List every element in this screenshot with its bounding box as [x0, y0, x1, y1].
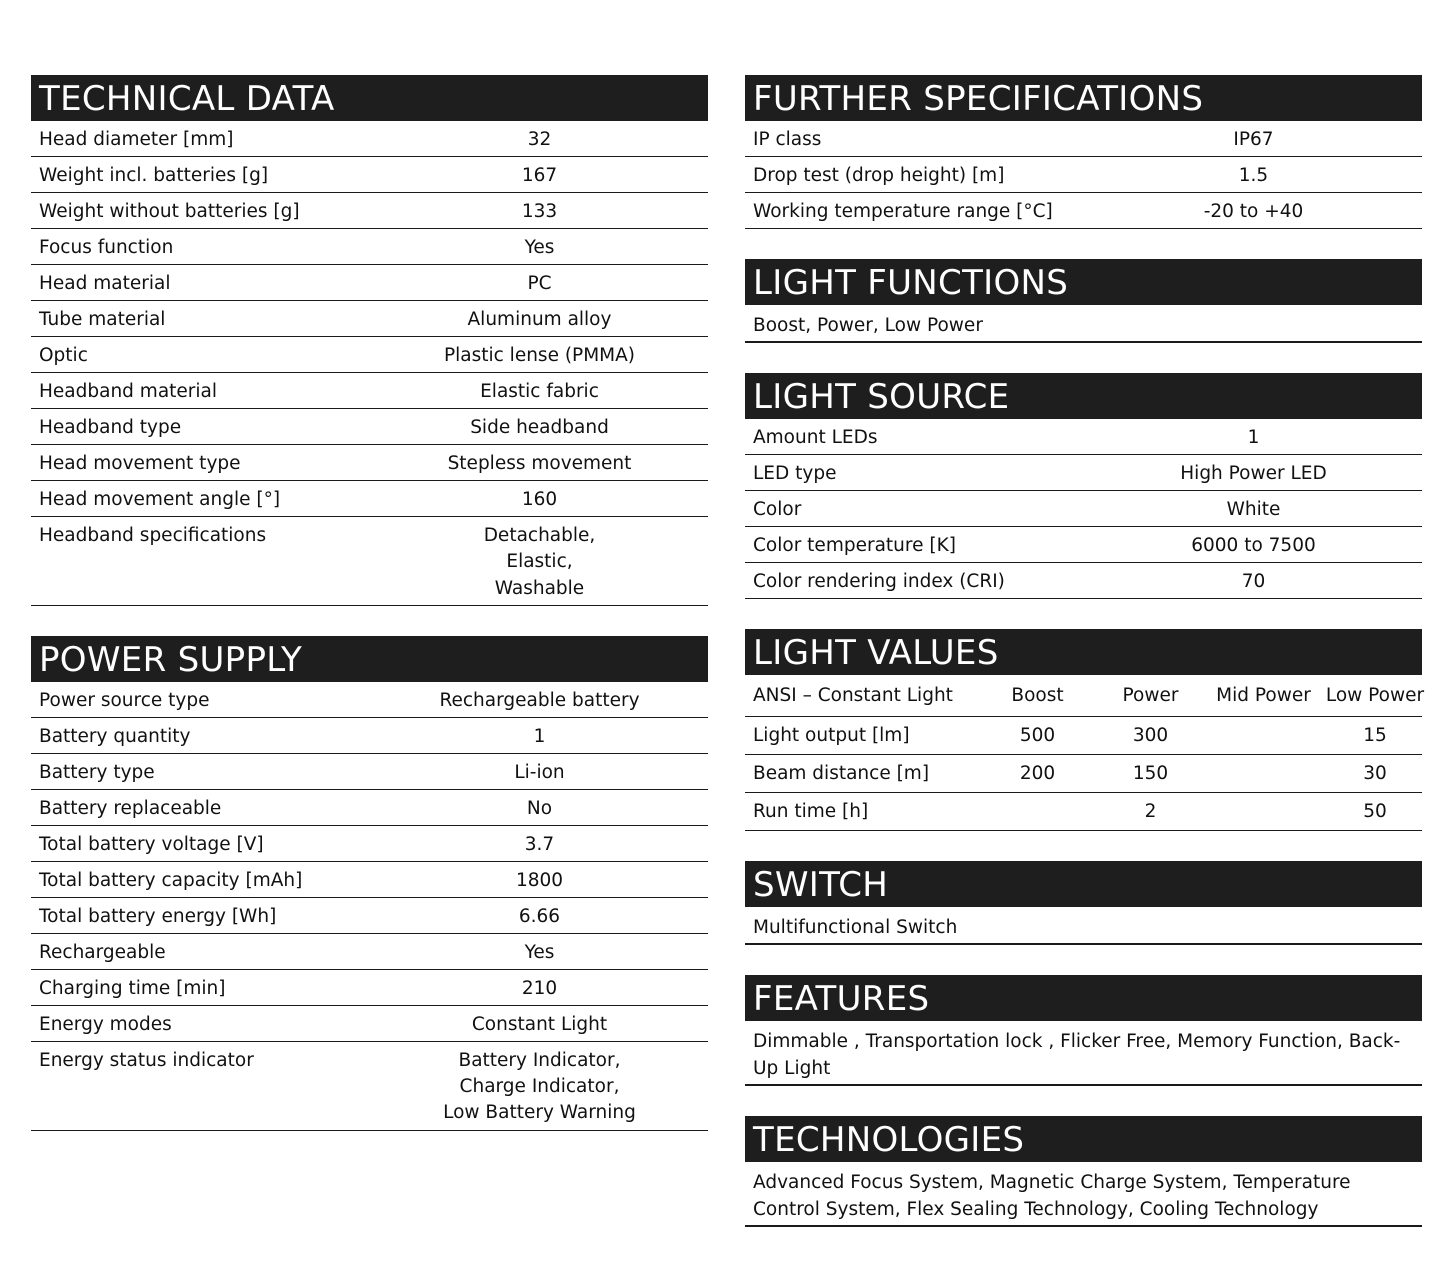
spec-label: Drop test (drop height) [m]: [753, 165, 1005, 186]
section-title: SWITCH: [745, 861, 1422, 907]
spec-value: 6.66: [518, 905, 561, 927]
spec-row: [31, 337, 708, 373]
spec-value: Aluminum alloy: [467, 309, 612, 330]
spec-value: 70: [1241, 571, 1266, 592]
spec-label: Headband specifications: [39, 525, 267, 546]
spec-value: IP67: [1233, 129, 1274, 150]
spec-row: [745, 491, 1422, 527]
table-cell: [981, 799, 1094, 830]
spec-value: 210: [521, 977, 558, 999]
light-values-row: [745, 793, 1422, 831]
section-title: POWER SUPPLY: [31, 636, 708, 682]
spec-row: [31, 826, 708, 862]
column-header: ANSI – Constant Light: [753, 685, 953, 706]
spec-value: Rechargeable battery: [439, 689, 640, 711]
column-header: Boost: [1011, 685, 1064, 706]
spec-label: Battery type: [39, 761, 155, 783]
spec-value: Yes: [524, 237, 555, 258]
spec-label: Headband material: [39, 381, 218, 402]
table-cell: 200: [1019, 763, 1056, 784]
light-values-header-row: [745, 675, 1425, 717]
spec-row: [31, 265, 708, 301]
spec-row: [31, 481, 708, 517]
spec-value: 1: [1247, 427, 1260, 448]
section-text: Boost, Power, Low Power: [745, 305, 1422, 343]
spec-label: Total battery energy [Wh]: [39, 905, 277, 927]
spec-value: 1800: [515, 869, 564, 891]
spec-value: No: [526, 797, 553, 819]
light-functions-section: [745, 259, 1422, 343]
spec-row: [745, 121, 1422, 157]
row-label: Run time [h]: [753, 801, 869, 822]
spec-label: Energy status indicator: [39, 1049, 254, 1071]
spec-label: Charging time [min]: [39, 977, 226, 999]
spec-label: Optic: [39, 345, 88, 366]
spec-row: [31, 409, 708, 445]
table-cell: 15: [1363, 725, 1387, 746]
column-header: Mid Power: [1216, 685, 1311, 706]
light-values-row: [745, 755, 1422, 793]
spec-value: Constant Light: [471, 1013, 608, 1035]
table-cell: 50: [1363, 801, 1387, 822]
row-label: Beam distance [m]: [753, 763, 930, 784]
section-text: Advanced Focus System, Magnetic Charge System, Temperature Control System, Flex Sealing Technology, Cooling Technology: [745, 1162, 1422, 1227]
spec-label: Focus function: [39, 237, 174, 258]
table-cell: 2: [1144, 801, 1157, 822]
spec-table: [745, 121, 1422, 229]
spec-row: [31, 1006, 708, 1042]
spec-row: [31, 121, 708, 157]
spec-label: Battery replaceable: [39, 797, 222, 819]
light-source-section: [745, 373, 1422, 599]
spec-label: Weight without batteries [g]: [39, 201, 300, 222]
spec-label: Battery quantity: [39, 725, 191, 747]
switch-section: [745, 861, 1422, 945]
column-header: Power: [1122, 685, 1179, 706]
spec-value: -20 to +40: [1203, 201, 1304, 222]
spec-label: Head material: [39, 273, 171, 294]
spec-value: 167: [521, 165, 558, 186]
row-label: Light output [lm]: [753, 725, 910, 746]
section-title: LIGHT SOURCE: [745, 373, 1422, 419]
spec-table: [31, 682, 708, 1131]
spec-label: Total battery voltage [V]: [39, 833, 264, 855]
table-cell: 500: [1019, 725, 1056, 746]
spec-row: [31, 373, 708, 409]
spec-label: Rechargeable: [39, 941, 166, 963]
spec-row: [31, 682, 708, 718]
spec-row: [31, 934, 708, 970]
spec-row: [31, 970, 708, 1006]
section-title: LIGHT FUNCTIONS: [745, 259, 1422, 305]
spec-value: 160: [521, 489, 558, 510]
spec-row: [31, 229, 708, 265]
spec-row: [31, 445, 708, 481]
technical-data-section: [31, 75, 708, 606]
spec-row: [745, 157, 1422, 193]
spec-row: [31, 1042, 708, 1131]
spec-row: [31, 718, 708, 754]
spec-label: IP class: [753, 129, 822, 150]
spec-label: Head diameter [mm]: [39, 129, 234, 150]
spec-label: LED type: [753, 463, 837, 484]
spec-label: Total battery capacity [mAh]: [39, 869, 303, 891]
section-title: TECHNOLOGIES: [745, 1116, 1422, 1162]
light-values-table: [745, 675, 1425, 831]
spec-value: High Power LED: [1180, 463, 1327, 484]
light-values-section: [745, 629, 1425, 831]
spec-value: Yes: [524, 941, 555, 963]
spec-label: Color temperature [K]: [753, 535, 956, 556]
spec-row: [31, 790, 708, 826]
power-supply-section: [31, 636, 708, 1131]
spec-row: [745, 527, 1422, 563]
spec-label: Tube material: [39, 309, 166, 330]
table-cell: 30: [1363, 763, 1387, 784]
spec-row: [31, 898, 708, 934]
section-title: LIGHT VALUES: [745, 629, 1422, 675]
left-column: [31, 75, 708, 1161]
spec-label: Power source type: [39, 689, 210, 711]
spec-label: Head movement angle [°]: [39, 489, 281, 510]
spec-row: [31, 754, 708, 790]
column-header: Low Power: [1325, 685, 1425, 706]
spec-label: Energy modes: [39, 1013, 172, 1035]
spec-value: Side headband: [470, 417, 609, 438]
table-cell: [1207, 723, 1320, 754]
light-values-row: [745, 717, 1422, 755]
table-cell: [1207, 799, 1320, 830]
spec-row: [31, 517, 708, 606]
section-title: FURTHER SPECIFICATIONS: [745, 75, 1422, 121]
spec-row: [745, 419, 1422, 455]
spec-row: [745, 563, 1422, 599]
spec-row: [745, 455, 1422, 491]
table-cell: 300: [1132, 725, 1169, 746]
further-specifications-section: [745, 75, 1422, 229]
section-title: FEATURES: [745, 975, 1422, 1021]
spec-value: 3.7: [524, 833, 555, 855]
section-title: TECHNICAL DATA: [31, 75, 708, 121]
spec-value: 32: [527, 129, 552, 150]
section-text: Dimmable , Transportation lock , Flicker Free, Memory Function, Back-Up Light: [745, 1021, 1422, 1086]
spec-value: White: [1226, 499, 1281, 520]
spec-row: [31, 301, 708, 337]
spec-table: [31, 121, 708, 606]
spec-row: [31, 862, 708, 898]
spec-row: [31, 193, 708, 229]
spec-value: Elastic fabric: [480, 381, 599, 402]
spec-table: [745, 419, 1422, 599]
spec-row: [745, 193, 1422, 229]
spec-value: Battery Indicator, Charge Indicator, Low Battery Warning: [443, 1049, 636, 1124]
features-section: [745, 975, 1422, 1086]
technologies-section: [745, 1116, 1422, 1227]
spec-label: Amount LEDs: [753, 427, 878, 448]
spec-label: Color rendering index (CRI): [753, 571, 1005, 592]
spec-label: Working temperature range [°C]: [753, 201, 1053, 222]
spec-value: Stepless movement: [447, 453, 632, 474]
spec-value: 1: [533, 725, 546, 747]
spec-value: Plastic lense (PMMA): [443, 345, 636, 366]
spec-label: Headband type: [39, 417, 182, 438]
table-cell: 150: [1132, 763, 1169, 784]
table-cell: [1207, 761, 1320, 792]
spec-value: Li-ion: [514, 761, 565, 783]
right-column: [745, 75, 1425, 1257]
spec-value: Detachable, Elastic, Washable: [483, 525, 596, 599]
spec-label: Weight incl. batteries [g]: [39, 165, 269, 186]
spec-value: PC: [527, 273, 552, 294]
spec-value: 1.5: [1238, 165, 1269, 186]
spec-row: [31, 157, 708, 193]
spec-label: Head movement type: [39, 453, 241, 474]
spec-value: 133: [521, 201, 558, 222]
spec-value: 6000 to 7500: [1191, 535, 1316, 556]
section-text: Multifunctional Switch: [745, 907, 1422, 945]
spec-label: Color: [753, 499, 802, 520]
